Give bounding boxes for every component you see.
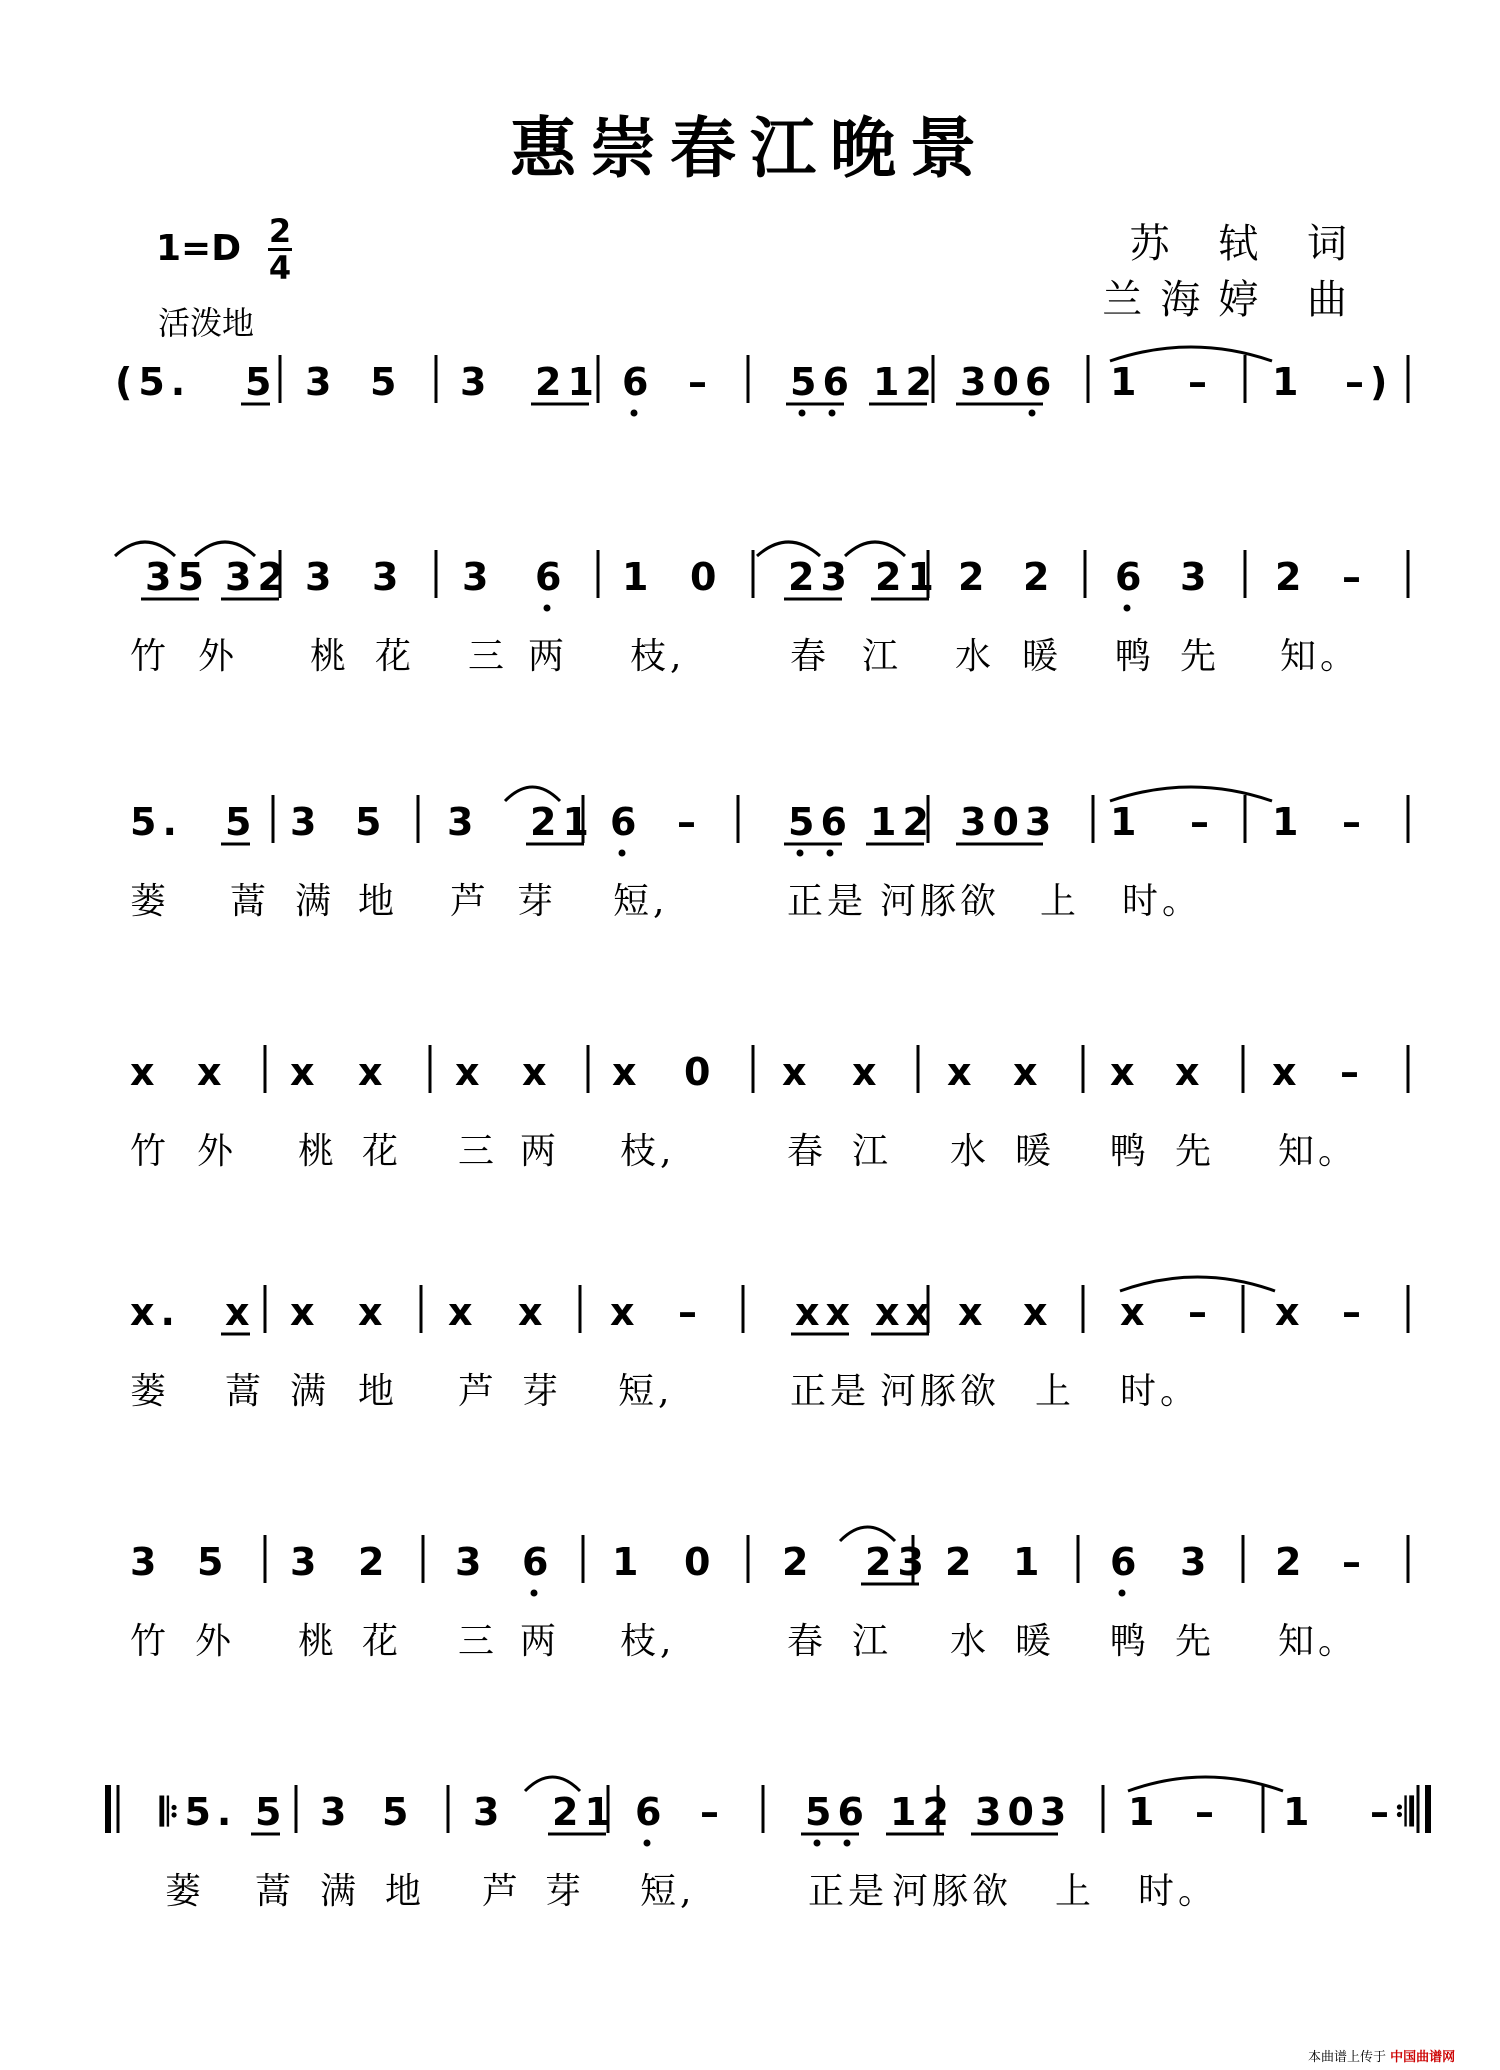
note: 6	[1115, 555, 1148, 599]
lyric-syllable: 桃	[298, 1131, 339, 1172]
low-octave-dot	[799, 410, 806, 417]
note: 56	[788, 800, 853, 844]
note: 303	[960, 800, 1058, 844]
lyric-syllable: 上	[1055, 1871, 1096, 1912]
note: 1	[1272, 360, 1305, 404]
note: 3	[320, 1790, 353, 1834]
lyric-syllable: 枝,	[620, 1131, 676, 1172]
note: 6	[622, 360, 655, 404]
lyric-syllable: 河豚	[880, 881, 961, 922]
lyric-syllable: 桃	[310, 636, 351, 677]
note: x	[1272, 1050, 1303, 1094]
note: 𝄆5.	[160, 1790, 238, 1834]
lyric-syllable: 芦	[458, 1371, 499, 1412]
note: x	[1120, 1290, 1151, 1334]
note: x	[1013, 1050, 1044, 1094]
note: 3	[372, 555, 405, 599]
song-title: 惠崇春江晚景	[510, 109, 990, 187]
note: 6	[1110, 1540, 1143, 1584]
lyric-syllable: 知。	[1278, 1621, 1359, 1662]
note: 0	[684, 1540, 717, 1584]
note: 5	[225, 800, 258, 844]
slur	[1110, 347, 1272, 361]
note: 6	[522, 1540, 555, 1584]
lyric-syllable: 暖	[1015, 1131, 1056, 1172]
low-octave-dot	[531, 1590, 538, 1597]
low-octave-dot	[1119, 1590, 1126, 1597]
note: 12	[873, 360, 938, 404]
note: –	[688, 360, 713, 404]
note: –	[1190, 800, 1215, 844]
note: 306	[960, 360, 1058, 404]
note: 5	[245, 360, 278, 404]
lyric-syllable: 先	[1175, 1621, 1216, 1662]
note: –	[700, 1790, 725, 1834]
lyric-syllable: 枝,	[630, 636, 686, 677]
lyric-syllable: 正是	[787, 881, 868, 922]
note: 5	[255, 1790, 288, 1834]
lyric-syllable: 枝,	[620, 1621, 676, 1662]
note: –	[1188, 360, 1213, 404]
note: –)	[1345, 360, 1394, 404]
lyric-syllable: 地	[385, 1871, 426, 1912]
note: x.	[130, 1290, 181, 1334]
note: x	[197, 1050, 228, 1094]
composer-credit: 兰海婷 曲	[1102, 277, 1365, 323]
note: 3	[462, 555, 495, 599]
lyric-syllable: 江	[852, 1621, 893, 1662]
note: 5	[197, 1540, 230, 1584]
lyric-syllable: 江	[862, 636, 903, 677]
note: 56	[790, 360, 855, 404]
note: 2	[958, 555, 991, 599]
lyric-syllable: 时。	[1138, 1871, 1219, 1912]
note: 3	[455, 1540, 488, 1584]
note: 2	[1275, 1540, 1308, 1584]
lyric-syllable: 满	[295, 881, 336, 922]
lyric-syllable: 满	[290, 1371, 331, 1412]
lyric-syllable: 知。	[1278, 1131, 1359, 1172]
note: 1	[622, 555, 655, 599]
lyric-syllable: 竹	[130, 1131, 171, 1172]
footer-credit	[1308, 2046, 1455, 2065]
note: x	[522, 1050, 553, 1094]
lyric-syllable: 暖	[1015, 1621, 1056, 1662]
lyric-syllable: 三	[458, 1621, 499, 1662]
lyric-syllable: 外	[197, 1131, 238, 1172]
lyric-syllable: 两	[520, 1621, 561, 1662]
lyric-syllable: 欲	[972, 1871, 1013, 1912]
lyric-syllable: 蒿	[255, 1871, 296, 1912]
lyric-syllable: 芽	[545, 1871, 586, 1912]
note: –	[1342, 555, 1367, 599]
low-octave-dot	[1029, 410, 1036, 417]
note: 5.	[130, 800, 183, 844]
lyric-syllable: 水	[955, 636, 996, 677]
lyric-syllable: 鸭	[1110, 1131, 1151, 1172]
note: 3	[305, 555, 338, 599]
time-signature-numerator: 2	[268, 212, 292, 250]
footer-text: 本曲谱上传于	[1308, 2050, 1387, 2065]
note: –	[1342, 1540, 1367, 1584]
slur	[1128, 1777, 1283, 1791]
note: –	[677, 800, 702, 844]
note: 21	[552, 1790, 617, 1834]
lyric-syllable: 蒿	[230, 881, 271, 922]
lyric-syllable: 春	[787, 1131, 828, 1172]
note: x	[448, 1290, 479, 1334]
note: (5.	[115, 360, 192, 404]
key-signature: 1=D	[156, 228, 242, 269]
lyric-syllable: 短,	[618, 1371, 674, 1412]
note: 6	[610, 800, 643, 844]
slur	[505, 787, 560, 801]
note: x	[130, 1050, 161, 1094]
lyric-syllable: 地	[358, 881, 399, 922]
low-octave-dot	[619, 850, 626, 857]
note: 1	[612, 1540, 645, 1584]
lyric-syllable: 花	[362, 1131, 403, 1172]
note: x	[455, 1050, 486, 1094]
lyric-syllable: 蒿	[225, 1371, 266, 1412]
note: xx	[795, 1290, 857, 1334]
note: 6	[535, 555, 568, 599]
lyric-syllable: 欲	[960, 881, 1001, 922]
note: x	[1275, 1290, 1306, 1334]
lyric-syllable: 芽	[517, 881, 558, 922]
lyricist-credit: 苏 轼 词	[1129, 221, 1365, 267]
low-octave-dot	[827, 850, 834, 857]
lyric-syllable: 三	[458, 1131, 499, 1172]
lyric-syllable: 三	[468, 636, 509, 677]
note: 21	[875, 555, 940, 599]
note: x	[1110, 1050, 1141, 1094]
note: 1	[1272, 800, 1305, 844]
note: 3	[305, 360, 338, 404]
slur	[840, 1527, 895, 1541]
low-octave-dot	[631, 410, 638, 417]
lyric-syllable: 满	[320, 1871, 361, 1912]
note: x	[290, 1050, 321, 1094]
lyric-syllable: 正是	[808, 1871, 889, 1912]
note: 2	[945, 1540, 978, 1584]
lyric-syllable: 竹	[130, 636, 171, 677]
lyric-syllable: 欲	[960, 1371, 1001, 1412]
note: x	[518, 1290, 549, 1334]
lyric-syllable: 水	[950, 1621, 991, 1662]
lyric-syllable: 蒌	[130, 1371, 171, 1412]
lyric-syllable: 河豚	[880, 1371, 961, 1412]
note: 3	[447, 800, 480, 844]
note: 23	[865, 1540, 930, 1584]
lyric-syllable: 外	[198, 636, 239, 677]
lyric-syllable: 两	[520, 1131, 561, 1172]
lyric-syllable: 桃	[298, 1621, 339, 1662]
note: 35	[145, 555, 210, 599]
lyric-syllable: 河豚	[892, 1871, 973, 1912]
note: 3	[473, 1790, 506, 1834]
lyric-syllable: 春	[790, 636, 831, 677]
lyric-syllable: 短,	[613, 881, 669, 922]
note: xx	[875, 1290, 937, 1334]
note: 3	[290, 800, 323, 844]
note: 3	[1180, 1540, 1213, 1584]
lyric-syllable: 时。	[1122, 881, 1203, 922]
note: 32	[225, 555, 290, 599]
note: 1	[1283, 1790, 1316, 1834]
note: 0	[690, 555, 723, 599]
note: 3	[1180, 555, 1213, 599]
note: 3	[460, 360, 493, 404]
slur	[757, 542, 820, 556]
lyric-syllable: 短,	[640, 1871, 696, 1912]
low-octave-dot	[544, 605, 551, 612]
low-octave-dot	[797, 850, 804, 857]
note: 21	[535, 360, 600, 404]
note: –	[1188, 1290, 1213, 1334]
note: 5	[355, 800, 388, 844]
note: 5	[382, 1790, 415, 1834]
lyric-syllable: 正是	[790, 1371, 871, 1412]
time-signature-denominator: 4	[268, 249, 292, 287]
lyric-syllable: 先	[1175, 1131, 1216, 1172]
lyric-syllable: 鸭	[1110, 1621, 1151, 1662]
note: 6	[635, 1790, 668, 1834]
lyric-syllable: 两	[528, 636, 569, 677]
note: 12	[870, 800, 935, 844]
note: x	[225, 1290, 256, 1334]
note: 2	[1275, 555, 1308, 599]
note: x	[1175, 1050, 1206, 1094]
lyric-syllable: 知。	[1280, 636, 1361, 677]
note: x	[358, 1290, 389, 1334]
note: 2	[1023, 555, 1056, 599]
note: x	[947, 1050, 978, 1094]
lyric-syllable: 蒌	[165, 1871, 206, 1912]
note: –	[1342, 1290, 1367, 1334]
note: x	[958, 1290, 989, 1334]
note: –	[678, 1290, 703, 1334]
slur	[1110, 787, 1272, 801]
note: 5	[370, 360, 403, 404]
lyric-syllable: 花	[362, 1621, 403, 1662]
lyric-syllable: 竹	[130, 1621, 171, 1662]
note: 23	[788, 555, 853, 599]
low-octave-dot	[1124, 605, 1131, 612]
tempo-marking: 活泼地	[158, 304, 255, 342]
note: 21	[530, 800, 595, 844]
slur	[115, 542, 175, 556]
note: –𝄇	[1370, 1790, 1420, 1834]
slur	[525, 1777, 580, 1791]
note: x	[852, 1050, 883, 1094]
lyric-syllable: 花	[375, 636, 416, 677]
note: 2	[782, 1540, 815, 1584]
slur	[195, 542, 255, 556]
lyric-syllable: 鸭	[1115, 636, 1156, 677]
note: 2	[358, 1540, 391, 1584]
note: x	[612, 1050, 643, 1094]
slur	[845, 542, 905, 556]
lyric-syllable: 上	[1035, 1371, 1076, 1412]
lyric-syllable: 地	[358, 1371, 399, 1412]
note: x	[610, 1290, 641, 1334]
lyric-syllable: 春	[787, 1621, 828, 1662]
lyric-syllable: 芽	[522, 1371, 563, 1412]
slur	[1120, 1277, 1275, 1291]
note: x	[1023, 1290, 1054, 1334]
lyric-syllable: 时。	[1120, 1371, 1201, 1412]
note: –	[1340, 1050, 1365, 1094]
lyric-syllable: 芦	[482, 1871, 523, 1912]
note: 1	[1110, 360, 1143, 404]
lyric-syllable: 芦	[450, 881, 491, 922]
note: 56	[805, 1790, 870, 1834]
note: –	[1195, 1790, 1220, 1834]
lyric-syllable: 先	[1180, 636, 1221, 677]
lyric-syllable: 水	[950, 1131, 991, 1172]
lyric-syllable: 蒌	[130, 881, 171, 922]
site-logo: 中国曲谱网	[1390, 2050, 1456, 2065]
low-octave-dot	[814, 1840, 821, 1847]
note: x	[782, 1050, 813, 1094]
note: 0	[684, 1050, 717, 1094]
lyric-syllable: 江	[852, 1131, 893, 1172]
lyric-syllable: 上	[1040, 881, 1081, 922]
note: 1	[1128, 1790, 1161, 1834]
lyric-syllable: 外	[195, 1621, 236, 1662]
note: 12	[890, 1790, 955, 1834]
note: 1	[1110, 800, 1143, 844]
lyric-syllable: 暖	[1022, 636, 1063, 677]
note: x	[358, 1050, 389, 1094]
note: –	[1342, 800, 1367, 844]
low-octave-dot	[829, 410, 836, 417]
low-octave-dot	[844, 1840, 851, 1847]
note: 1	[1013, 1540, 1046, 1584]
note: x	[290, 1290, 321, 1334]
low-octave-dot	[644, 1840, 651, 1847]
note: 3	[130, 1540, 163, 1584]
note: 3	[290, 1540, 323, 1584]
note: 303	[975, 1790, 1073, 1834]
